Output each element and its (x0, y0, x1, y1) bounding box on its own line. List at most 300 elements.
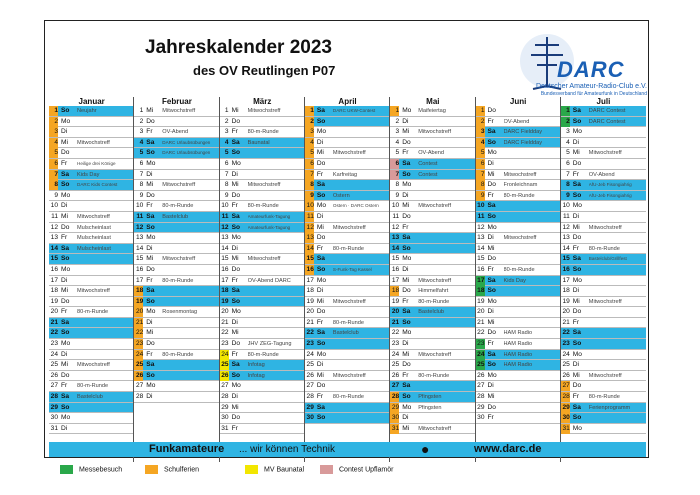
day-row[interactable] (561, 318, 646, 329)
day-row[interactable] (390, 265, 475, 276)
day-row[interactable] (220, 381, 305, 392)
day-row[interactable] (134, 148, 219, 159)
day-row[interactable] (49, 191, 134, 202)
day-row[interactable] (476, 201, 561, 212)
day-row[interactable] (220, 328, 305, 339)
day-row[interactable] (220, 170, 305, 181)
day-row[interactable] (390, 318, 475, 329)
day-row[interactable] (305, 117, 390, 128)
day-row[interactable] (305, 138, 390, 149)
footer-url-link[interactable]: www.darc.de (474, 443, 542, 455)
day-row[interactable] (561, 424, 646, 435)
day-row[interactable] (134, 265, 219, 276)
weekday: Sa (316, 255, 325, 263)
day-row[interactable] (476, 339, 561, 350)
day-row[interactable] (476, 138, 561, 149)
day-row[interactable] (49, 106, 134, 117)
day-row[interactable] (49, 307, 134, 318)
day-row[interactable] (134, 170, 219, 181)
day-row[interactable] (476, 403, 561, 414)
day-row[interactable] (134, 371, 219, 382)
day-number: 19 (135, 297, 144, 305)
event-note: Mitwochstreff (332, 224, 366, 231)
day-row[interactable] (49, 360, 134, 371)
day-number: 28 (135, 393, 144, 401)
day-number: 12 (50, 223, 58, 231)
day-row[interactable] (220, 180, 305, 191)
day-row[interactable] (561, 244, 646, 255)
day-row[interactable] (49, 328, 134, 339)
day-row[interactable] (220, 371, 305, 382)
day-row[interactable] (305, 265, 390, 276)
day-row[interactable] (476, 106, 561, 117)
day-row[interactable] (49, 180, 134, 191)
weekday: Fr (146, 350, 153, 358)
day-row[interactable] (390, 180, 475, 191)
day-row[interactable] (390, 212, 475, 223)
day-row[interactable] (561, 339, 646, 350)
weekday: So (572, 117, 582, 125)
day-row[interactable] (220, 286, 305, 297)
day-row[interactable] (305, 297, 390, 308)
day-number: 15 (391, 255, 400, 263)
day-row[interactable] (476, 350, 561, 361)
day-row[interactable] (49, 117, 134, 128)
day-row[interactable] (390, 371, 475, 382)
day-row[interactable] (220, 360, 305, 371)
day-row[interactable] (390, 360, 475, 371)
day-row[interactable] (49, 233, 134, 244)
weekday: Di (231, 393, 238, 401)
day-row[interactable] (561, 170, 646, 181)
month-name: Juli (596, 97, 611, 106)
weekday: Mo (572, 202, 582, 210)
weekday: Mi (231, 255, 239, 263)
weekday: Do (316, 234, 326, 242)
day-row[interactable] (476, 265, 561, 276)
weekday: Mi (231, 329, 239, 337)
day-row[interactable] (305, 276, 390, 287)
day-row[interactable] (49, 413, 134, 424)
weekday: Mi (402, 350, 410, 358)
day-number: 2 (305, 117, 314, 127)
day-row[interactable] (476, 180, 561, 191)
day-row[interactable] (305, 127, 390, 138)
legend (60, 465, 660, 479)
day-number: 11 (221, 212, 229, 220)
day-row[interactable] (561, 117, 646, 128)
day-row[interactable] (476, 328, 561, 339)
day-row[interactable] (220, 350, 305, 361)
day-row[interactable] (390, 233, 475, 244)
day-row[interactable] (134, 106, 219, 117)
day-row[interactable] (476, 286, 561, 297)
day-row[interactable] (134, 191, 219, 202)
weekday: Do (487, 403, 496, 411)
weekday: Mi (146, 255, 154, 263)
event-note: JHV ZEG-Tagung (247, 341, 292, 348)
legend-item (245, 465, 304, 474)
day-row[interactable] (305, 159, 390, 170)
weekday: Di (402, 117, 409, 125)
day-row[interactable] (476, 117, 561, 128)
day-number: 15 (50, 255, 58, 263)
day-row[interactable] (305, 254, 390, 265)
event-note: Ostern · DARC Ostern (332, 203, 379, 209)
event-note: Neujahr (77, 108, 97, 114)
month-name: Januar (78, 97, 105, 106)
day-row[interactable] (220, 201, 305, 212)
day-row[interactable] (476, 307, 561, 318)
day-row[interactable] (305, 223, 390, 234)
day-row[interactable] (49, 127, 134, 138)
day-row[interactable] (305, 201, 390, 212)
day-row[interactable] (49, 392, 134, 403)
day-row[interactable] (134, 307, 219, 318)
day-row[interactable] (476, 318, 561, 329)
day-row[interactable] (49, 170, 134, 181)
day-row[interactable] (134, 276, 219, 287)
day-row[interactable] (390, 286, 475, 297)
day-row[interactable] (390, 339, 475, 350)
day-row[interactable] (220, 106, 305, 117)
day-row[interactable] (561, 180, 646, 191)
day-row[interactable] (476, 360, 561, 371)
day-row[interactable] (305, 244, 390, 255)
day-row[interactable] (220, 127, 305, 138)
day-row[interactable] (220, 254, 305, 265)
day-number: 23 (391, 340, 400, 348)
day-row[interactable] (476, 127, 561, 138)
day-row[interactable] (390, 106, 475, 117)
day-row[interactable] (49, 350, 134, 361)
day-row[interactable] (390, 244, 475, 255)
month-column (476, 106, 561, 424)
day-row[interactable] (476, 413, 561, 424)
day-row[interactable] (476, 392, 561, 403)
day-row[interactable] (390, 117, 475, 128)
weekday: Do (61, 149, 70, 157)
day-row[interactable] (134, 117, 219, 128)
day-row[interactable] (305, 403, 390, 414)
day-row[interactable] (49, 201, 134, 212)
day-number: 9 (476, 191, 485, 201)
day-row[interactable] (305, 233, 390, 244)
day-row[interactable] (561, 371, 646, 382)
day-row[interactable] (49, 276, 134, 287)
day-number: 26 (50, 371, 58, 379)
day-row[interactable] (390, 381, 475, 392)
day-number: 2 (139, 117, 144, 125)
day-row[interactable] (134, 328, 219, 339)
weekday: Mi (487, 170, 495, 178)
day-row[interactable] (49, 212, 134, 223)
day-number: 6 (49, 159, 58, 169)
day-row[interactable] (390, 170, 475, 181)
day-number: 14 (391, 244, 400, 252)
day-row[interactable] (305, 360, 390, 371)
day-row[interactable] (305, 212, 390, 223)
weekday: Fr (402, 223, 409, 231)
day-row[interactable] (220, 276, 305, 287)
weekday: Mi (487, 393, 495, 401)
day-row[interactable] (220, 233, 305, 244)
day-row[interactable] (49, 254, 134, 265)
day-row[interactable] (134, 286, 219, 297)
day-row[interactable] (220, 148, 305, 159)
weekday: So (316, 340, 326, 348)
day-row[interactable] (220, 159, 305, 170)
weekday: Mo (146, 234, 156, 242)
event-note: HAM Radio (503, 362, 533, 369)
day-row[interactable] (134, 138, 219, 149)
event-note: Amateurfunk-Tagung (247, 224, 291, 230)
day-row[interactable] (134, 254, 219, 265)
day-row[interactable] (305, 307, 390, 318)
weekday: So (231, 223, 241, 231)
day-row[interactable] (305, 191, 390, 202)
day-row[interactable] (476, 159, 561, 170)
day-row[interactable] (305, 170, 390, 181)
day-row[interactable] (220, 212, 305, 223)
day-row[interactable] (49, 424, 134, 435)
day-number: 19 (391, 297, 400, 305)
day-row[interactable] (134, 381, 219, 392)
day-row[interactable] (220, 307, 305, 318)
day-row[interactable] (134, 360, 219, 371)
legend-swatch (320, 465, 333, 474)
event-note: DARC Fieldday (503, 139, 543, 146)
day-row[interactable] (305, 381, 390, 392)
day-row[interactable] (476, 212, 561, 223)
day-row[interactable] (134, 350, 219, 361)
day-row[interactable] (49, 381, 134, 392)
weekday: Mi (146, 181, 154, 189)
weekday: Mo (61, 414, 71, 422)
day-row[interactable] (49, 297, 134, 308)
day-row[interactable] (561, 392, 646, 403)
event-note: 80-m-Runde (77, 309, 109, 316)
day-row[interactable] (561, 201, 646, 212)
day-row[interactable] (134, 180, 219, 191)
day-number: 9 (139, 191, 144, 199)
day-row[interactable] (561, 328, 646, 339)
day-row[interactable] (134, 233, 219, 244)
day-row[interactable] (305, 180, 390, 191)
day-number: 9 (395, 191, 400, 199)
day-row[interactable] (220, 413, 305, 424)
day-number: 12 (391, 223, 400, 231)
day-row[interactable] (220, 339, 305, 350)
day-row[interactable] (390, 297, 475, 308)
day-row[interactable] (134, 339, 219, 350)
day-row[interactable] (476, 276, 561, 287)
day-row[interactable] (561, 233, 646, 244)
day-row[interactable] (49, 138, 134, 149)
weekday: Do (572, 308, 582, 316)
weekday: So (231, 149, 241, 157)
day-row[interactable] (561, 286, 646, 297)
day-row[interactable] (561, 159, 646, 170)
day-row[interactable] (476, 254, 561, 265)
day-number: 20 (50, 308, 58, 316)
day-row[interactable] (390, 392, 475, 403)
weekday: Fr (316, 244, 324, 252)
day-row[interactable] (390, 127, 475, 138)
day-row[interactable] (49, 223, 134, 234)
day-row[interactable] (561, 138, 646, 149)
day-row[interactable] (134, 212, 219, 223)
day-row[interactable] (220, 392, 305, 403)
day-row[interactable] (305, 328, 390, 339)
day-row[interactable] (134, 318, 219, 329)
day-row[interactable] (390, 307, 475, 318)
event-note: Bastelclub (418, 309, 444, 316)
month-name: Februar (162, 97, 192, 106)
day-row[interactable] (134, 223, 219, 234)
day-row[interactable] (134, 244, 219, 255)
day-row[interactable] (305, 106, 390, 117)
day-row[interactable] (561, 148, 646, 159)
day-row[interactable] (305, 413, 390, 424)
day-number: 5 (566, 149, 570, 157)
weekday: Fr (316, 393, 324, 401)
day-row[interactable] (390, 276, 475, 287)
day-row[interactable] (305, 318, 390, 329)
day-row[interactable] (561, 265, 646, 276)
day-row[interactable] (561, 106, 646, 117)
month-header (49, 97, 134, 106)
day-number: 10 (50, 202, 58, 210)
day-row[interactable] (220, 403, 305, 414)
weekday: Di (146, 318, 153, 326)
day-row[interactable] (220, 117, 305, 128)
weekday: Mi (572, 297, 580, 305)
day-row[interactable] (49, 265, 134, 276)
day-row[interactable] (220, 265, 305, 276)
day-row[interactable] (305, 148, 390, 159)
day-row[interactable] (561, 191, 646, 202)
day-row[interactable] (390, 201, 475, 212)
day-row[interactable] (561, 127, 646, 138)
day-row[interactable] (476, 148, 561, 159)
day-row[interactable] (390, 413, 475, 424)
weekday: Do (402, 361, 411, 369)
day-row[interactable] (134, 159, 219, 170)
day-row[interactable] (561, 212, 646, 223)
day-number: 15 (221, 255, 229, 263)
day-number: 20 (391, 308, 400, 316)
day-row[interactable] (134, 127, 219, 138)
day-row[interactable] (49, 286, 134, 297)
day-number: 20 (562, 308, 570, 316)
day-row[interactable] (390, 223, 475, 234)
day-row[interactable] (476, 170, 561, 181)
weekday: Mi (231, 403, 239, 411)
day-row[interactable] (134, 392, 219, 403)
day-row[interactable] (476, 223, 561, 234)
day-row[interactable] (561, 381, 646, 392)
day-row[interactable] (49, 159, 134, 170)
day-row[interactable] (305, 371, 390, 382)
day-row[interactable] (390, 191, 475, 202)
day-row[interactable] (561, 350, 646, 361)
event-note: Fronleichnam (503, 182, 538, 189)
day-row[interactable] (390, 350, 475, 361)
day-row[interactable] (561, 297, 646, 308)
day-row[interactable] (476, 297, 561, 308)
day-row[interactable] (476, 233, 561, 244)
day-row[interactable] (305, 392, 390, 403)
weekday: Sa (487, 276, 496, 284)
day-row[interactable] (220, 138, 305, 149)
day-row[interactable] (134, 201, 219, 212)
day-row[interactable] (49, 371, 134, 382)
day-row[interactable] (476, 371, 561, 382)
day-row[interactable] (49, 339, 134, 350)
day-row[interactable] (220, 244, 305, 255)
day-row[interactable] (134, 297, 219, 308)
day-row[interactable] (561, 413, 646, 424)
day-row[interactable] (220, 424, 305, 435)
event-note: Baunatal (247, 139, 270, 146)
day-row[interactable] (305, 350, 390, 361)
day-row[interactable] (561, 403, 646, 414)
weekday: Fr (487, 340, 494, 348)
day-row[interactable] (49, 318, 134, 329)
day-row[interactable] (220, 223, 305, 234)
event-note: Mitwochstreff (503, 235, 537, 242)
day-row[interactable] (390, 328, 475, 339)
day-row[interactable] (390, 403, 475, 414)
day-row[interactable] (49, 244, 134, 255)
day-row[interactable] (305, 286, 390, 297)
weekday: Do (316, 308, 326, 316)
day-row[interactable] (49, 148, 134, 159)
day-row[interactable] (476, 191, 561, 202)
day-row[interactable] (220, 297, 305, 308)
day-number: 5 (305, 148, 314, 158)
day-number: 25 (391, 361, 400, 369)
day-number: 31 (562, 424, 570, 432)
day-row[interactable] (390, 424, 475, 435)
event-note: Mitwochstreff (332, 372, 366, 379)
day-row[interactable] (390, 148, 475, 159)
legend-label: Schulferien (164, 466, 200, 474)
day-row[interactable] (390, 159, 475, 170)
day-number: 28 (221, 393, 229, 401)
day-row[interactable] (220, 191, 305, 202)
weekday: Di (572, 287, 580, 295)
day-row[interactable] (561, 307, 646, 318)
day-row[interactable] (476, 244, 561, 255)
weekday: Sa (146, 361, 155, 369)
weekday: Fr (487, 265, 494, 273)
day-row[interactable] (561, 223, 646, 234)
day-row[interactable] (561, 254, 646, 265)
day-row[interactable] (49, 403, 134, 414)
day-row[interactable] (561, 360, 646, 371)
event-note: Mitwochstreff (247, 256, 281, 263)
weekday: Sa (572, 329, 581, 337)
day-row[interactable] (305, 339, 390, 350)
day-row[interactable] (220, 318, 305, 329)
day-row[interactable] (390, 138, 475, 149)
day-number: 24 (391, 350, 400, 358)
day-row[interactable] (390, 254, 475, 265)
day-row[interactable] (561, 276, 646, 287)
day-row[interactable] (476, 381, 561, 392)
